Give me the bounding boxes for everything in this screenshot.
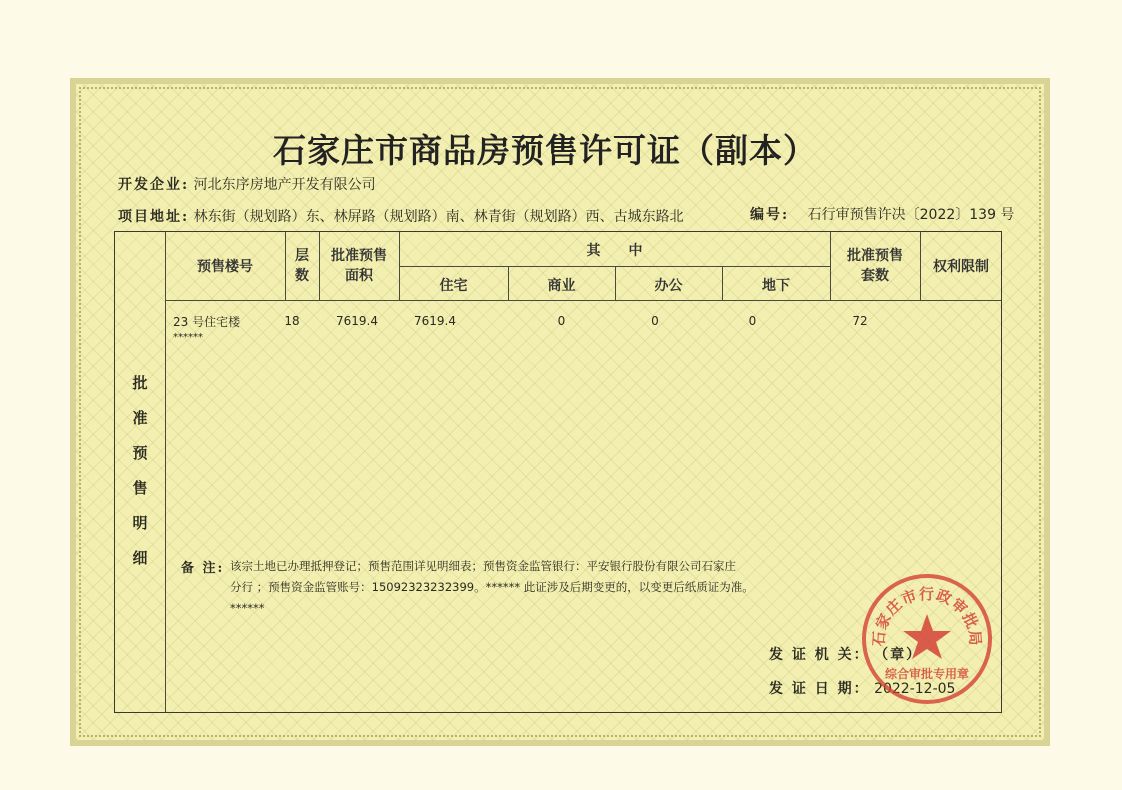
developer-label: 开发企业: — [118, 177, 190, 193]
cell-underground: 0 — [748, 314, 757, 328]
serial-value: 石行审预售许决〔2022〕139 号 — [807, 207, 1015, 223]
developer-value: 河北东序房地产开发有限公司 — [193, 177, 376, 193]
project-value: 林东街（规划路）东、林屏路（规划路）南、林青街（规划路）西、古城东路北 — [193, 209, 684, 225]
cell-office: 0 — [651, 314, 659, 328]
header-residential: 住宅 — [439, 278, 468, 294]
cell-commercial: 0 — [557, 314, 566, 328]
seal-text-top: 石家庄市行政审批局 — [869, 585, 985, 647]
star-icon — [903, 614, 951, 659]
detail-side-label: 批 准 预 售 明 细 — [132, 374, 148, 567]
header-office: 办公 — [654, 278, 683, 294]
seal-text-bottom: 综合审批专用章 — [884, 667, 970, 681]
developer-row — [118, 174, 376, 194]
official-seal-stamp — [862, 574, 992, 704]
document-title: 石家庄市商品房预售许可证（副本） — [273, 131, 817, 170]
header-restriction: 权利限制 — [933, 259, 989, 275]
project-label: 项目地址: — [118, 209, 190, 225]
cell-residential: 7619.4 — [414, 314, 456, 328]
project-row — [118, 206, 684, 226]
cell-building: 23 号住宅楼 ****** — [173, 315, 241, 343]
header-among: 其 中 — [586, 243, 643, 259]
cell-area: 7619.4 — [336, 314, 378, 328]
header-area: 批准预售 面积 — [331, 248, 387, 284]
cell-floors: 18 — [284, 314, 300, 328]
serial-row — [750, 204, 1014, 224]
seal-graphic — [866, 578, 988, 700]
header-commercial: 商业 — [547, 278, 576, 294]
remarks-label: 备 注: — [181, 561, 225, 576]
header-units: 批准预售 套数 — [847, 248, 903, 284]
header-floors: 层 数 — [295, 248, 309, 284]
issue-date-value: 2022-12-05 — [874, 681, 956, 697]
header-building: 预售楼号 — [197, 259, 253, 275]
header-underground: 地下 — [762, 278, 790, 294]
serial-label: 编号: — [750, 207, 790, 223]
issuer-label: 发 证 机 关： — [769, 647, 870, 663]
cell-units: 72 — [852, 314, 868, 328]
remarks-text: 该宗土地已办理抵押登记；预售范围详见明细表；预售资金监管银行：平安银行股份有限公司石家庄 分行 ；预售资金监管账号：15092323232399。****** 此证涉及后期变更的，以变更后纸质证为准。 ****** — [230, 559, 754, 615]
issuer-value: （章） — [874, 647, 923, 663]
issue-date-label: 发 证 日 期： — [769, 681, 870, 697]
